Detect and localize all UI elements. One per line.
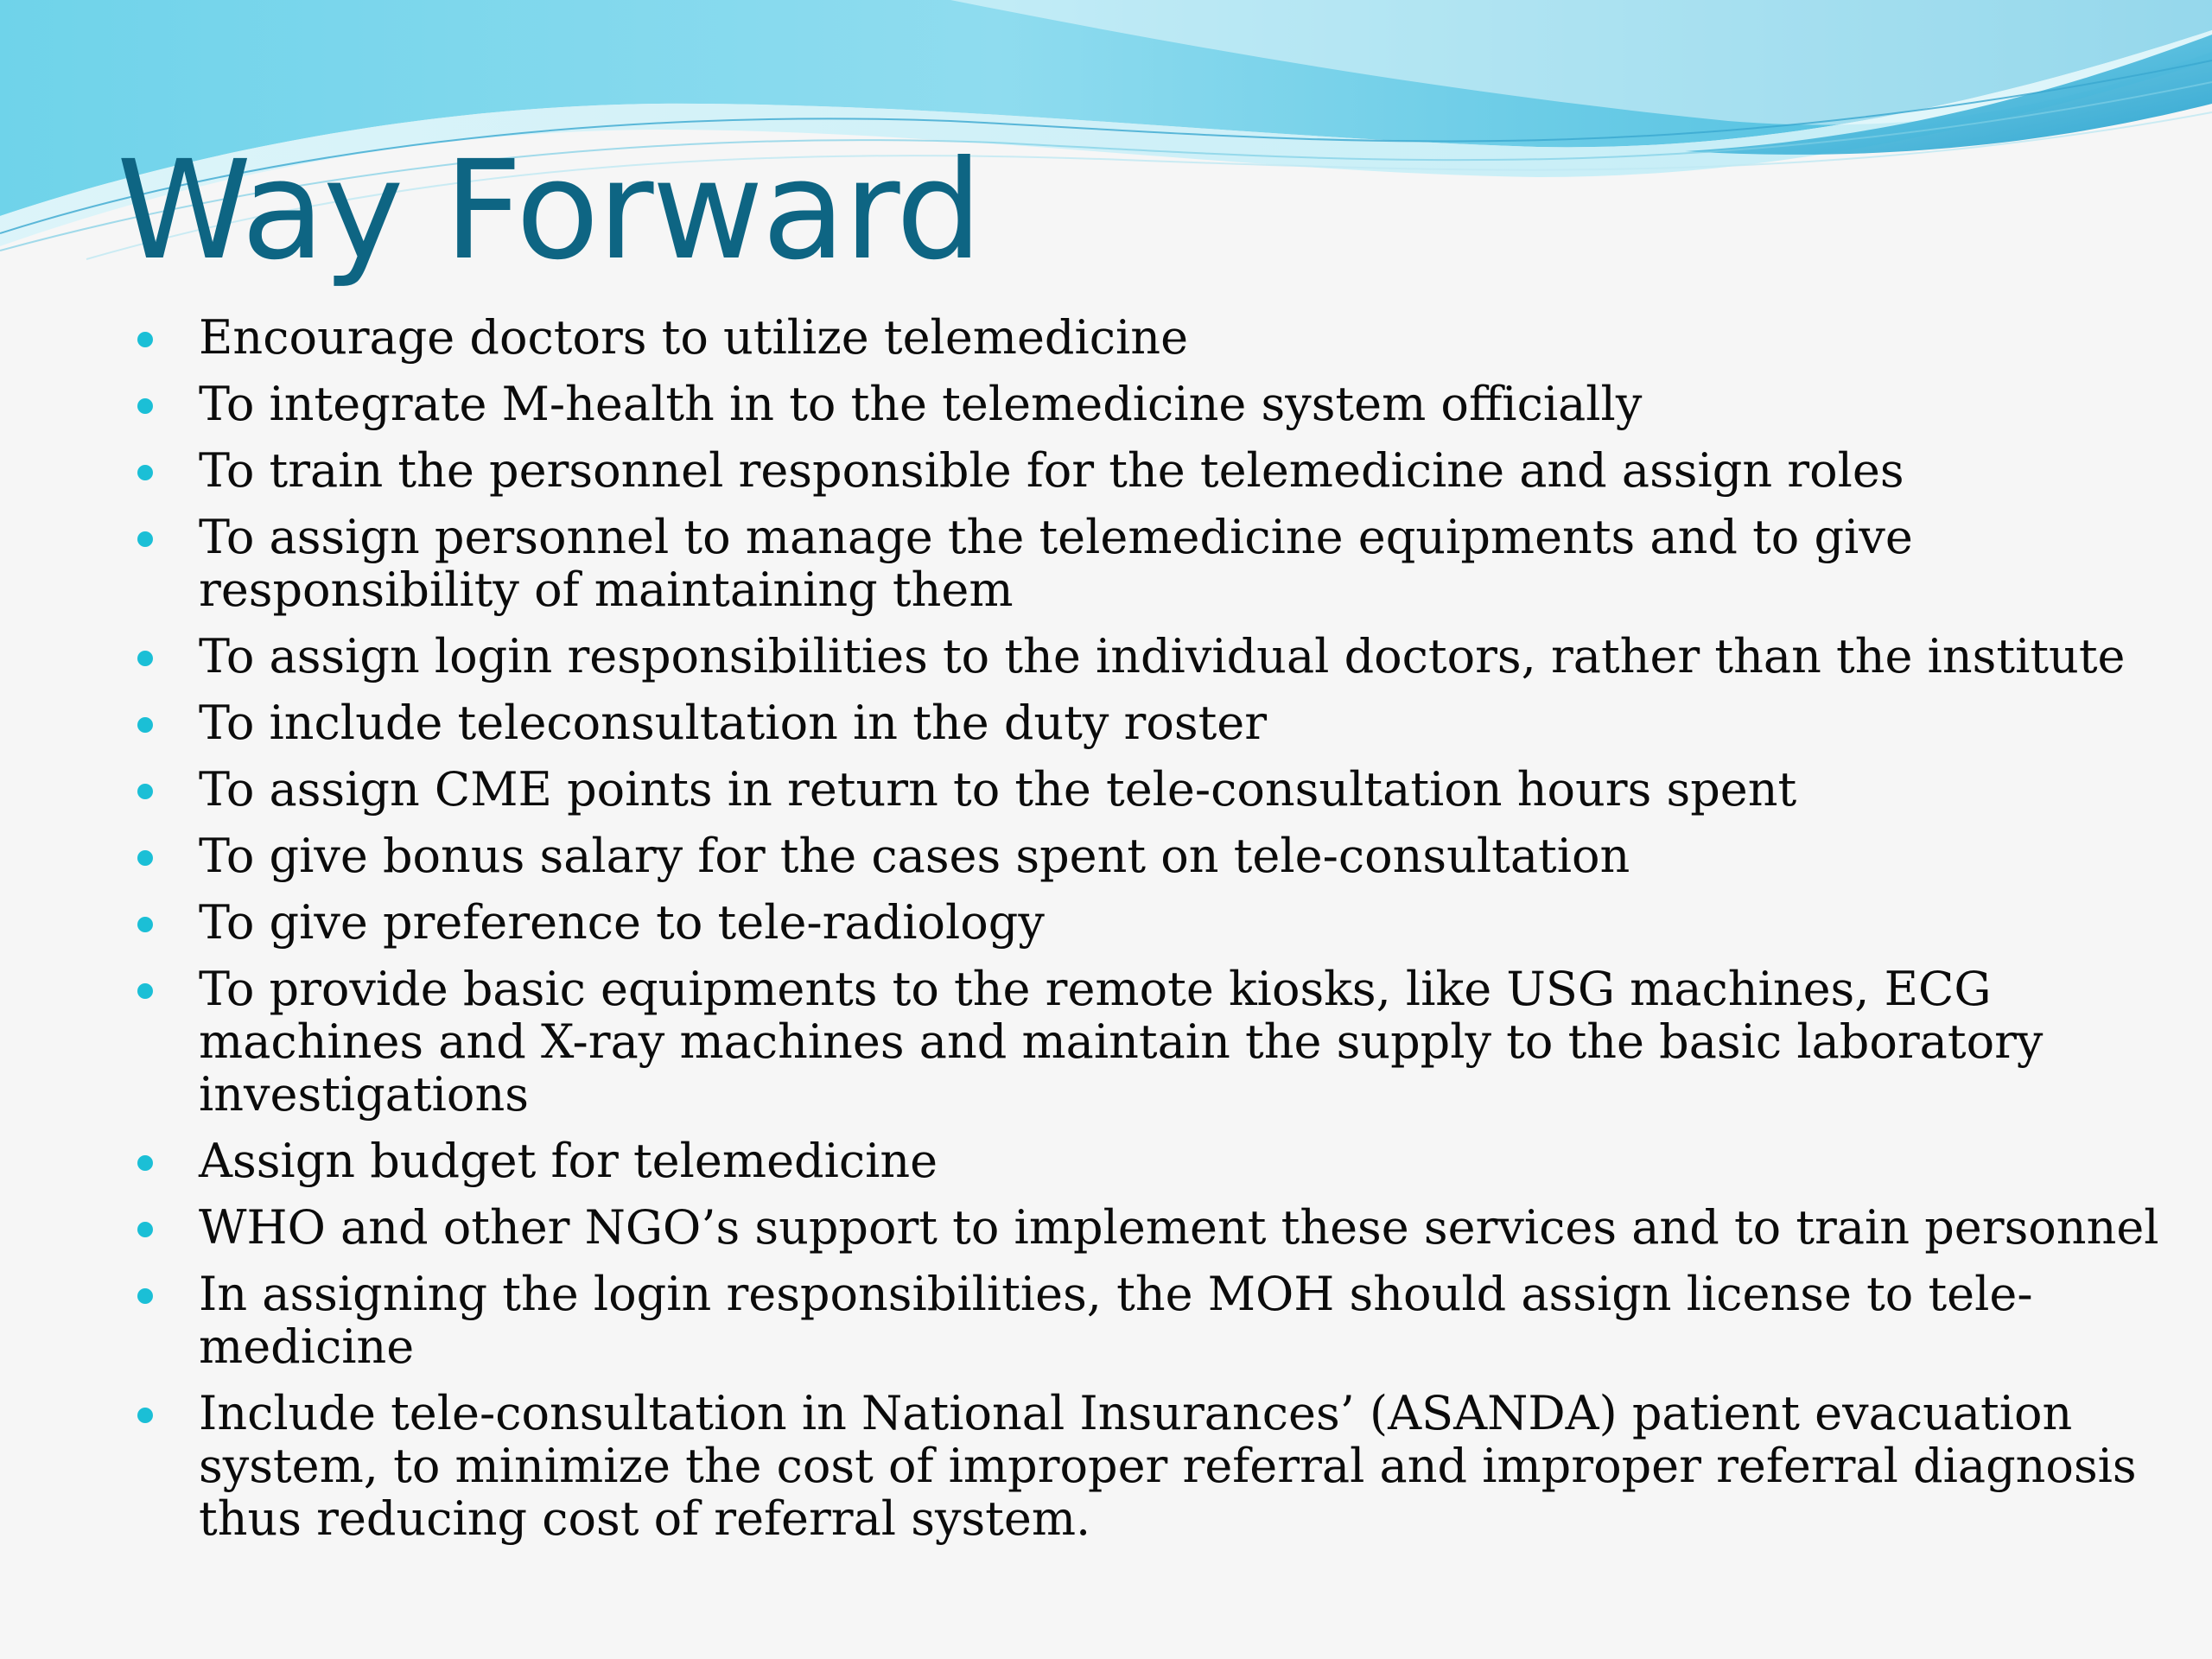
bullet-text: Include tele-consultation in National Insurances’ (ASANDA) patient evacuation system, to minimize the cost of improper referral and improper referral diagnosis thus reducing cost of referral system. <box>199 1386 2137 1546</box>
bullet-icon <box>137 465 153 480</box>
bullet-text: To assign CME points in return to the tele-consultation hours spent <box>199 762 1797 817</box>
list-item <box>134 311 2199 364</box>
slide-title: Way Forward <box>117 131 982 290</box>
list-item <box>134 963 2199 1121</box>
bullet-icon <box>137 784 153 799</box>
list-item <box>134 1387 2199 1545</box>
bullet-icon <box>137 1408 153 1423</box>
bullet-icon <box>137 983 153 999</box>
bullet-text: Encourage doctors to utilize telemedicine <box>199 310 1189 365</box>
bullet-icon <box>137 332 153 347</box>
list-item <box>134 630 2199 683</box>
bullet-text: To train the personnel responsible for the telemedicine and assign roles <box>199 443 1904 498</box>
list-item <box>134 1268 2199 1373</box>
bullet-icon <box>137 398 153 414</box>
bullet-text: WHO and other NGO’s support to implement these services and to train personnel <box>199 1200 2159 1255</box>
bullet-text: To integrate M-health in to the telemedicine system officially <box>199 377 1643 431</box>
list-item <box>134 830 2199 882</box>
list-item <box>134 763 2199 816</box>
list-item <box>134 511 2199 616</box>
bullet-icon <box>137 917 153 932</box>
bullet-text: To assign login responsibilities to the individual doctors, rather than the institute <box>199 629 2126 683</box>
list-item <box>134 444 2199 497</box>
list-item <box>134 696 2199 749</box>
bullet-icon <box>137 1288 153 1304</box>
bullet-list <box>134 311 2199 1559</box>
bullet-icon <box>137 651 153 666</box>
bullet-icon <box>137 1155 153 1171</box>
bullet-icon <box>137 531 153 547</box>
bullet-text: To give preference to tele-radiology <box>199 895 1045 950</box>
bullet-icon <box>137 1222 153 1237</box>
list-item <box>134 1135 2199 1187</box>
bullet-icon <box>137 850 153 866</box>
bullet-text: Assign budget for telemedicine <box>199 1134 938 1188</box>
bullet-text: To give bonus salary for the cases spent on tele-consultation <box>199 829 1630 883</box>
bullet-text: To include teleconsultation in the duty roster <box>199 696 1268 750</box>
bullet-text: To assign personnel to manage the telemedicine equipments and to give responsibility of maintaining them <box>199 510 1913 617</box>
list-item <box>134 896 2199 949</box>
bullet-icon <box>137 717 153 733</box>
bullet-text: In assigning the login responsibilities, the MOH should assign license to tele-medicine <box>199 1267 2033 1374</box>
bullet-text: To provide basic equipments to the remote kiosks, like USG machines, ECG machines and X-ray machines and maintain the supply to the basic laboratory investigations <box>199 962 2044 1122</box>
list-item <box>134 1201 2199 1254</box>
list-item <box>134 378 2199 430</box>
